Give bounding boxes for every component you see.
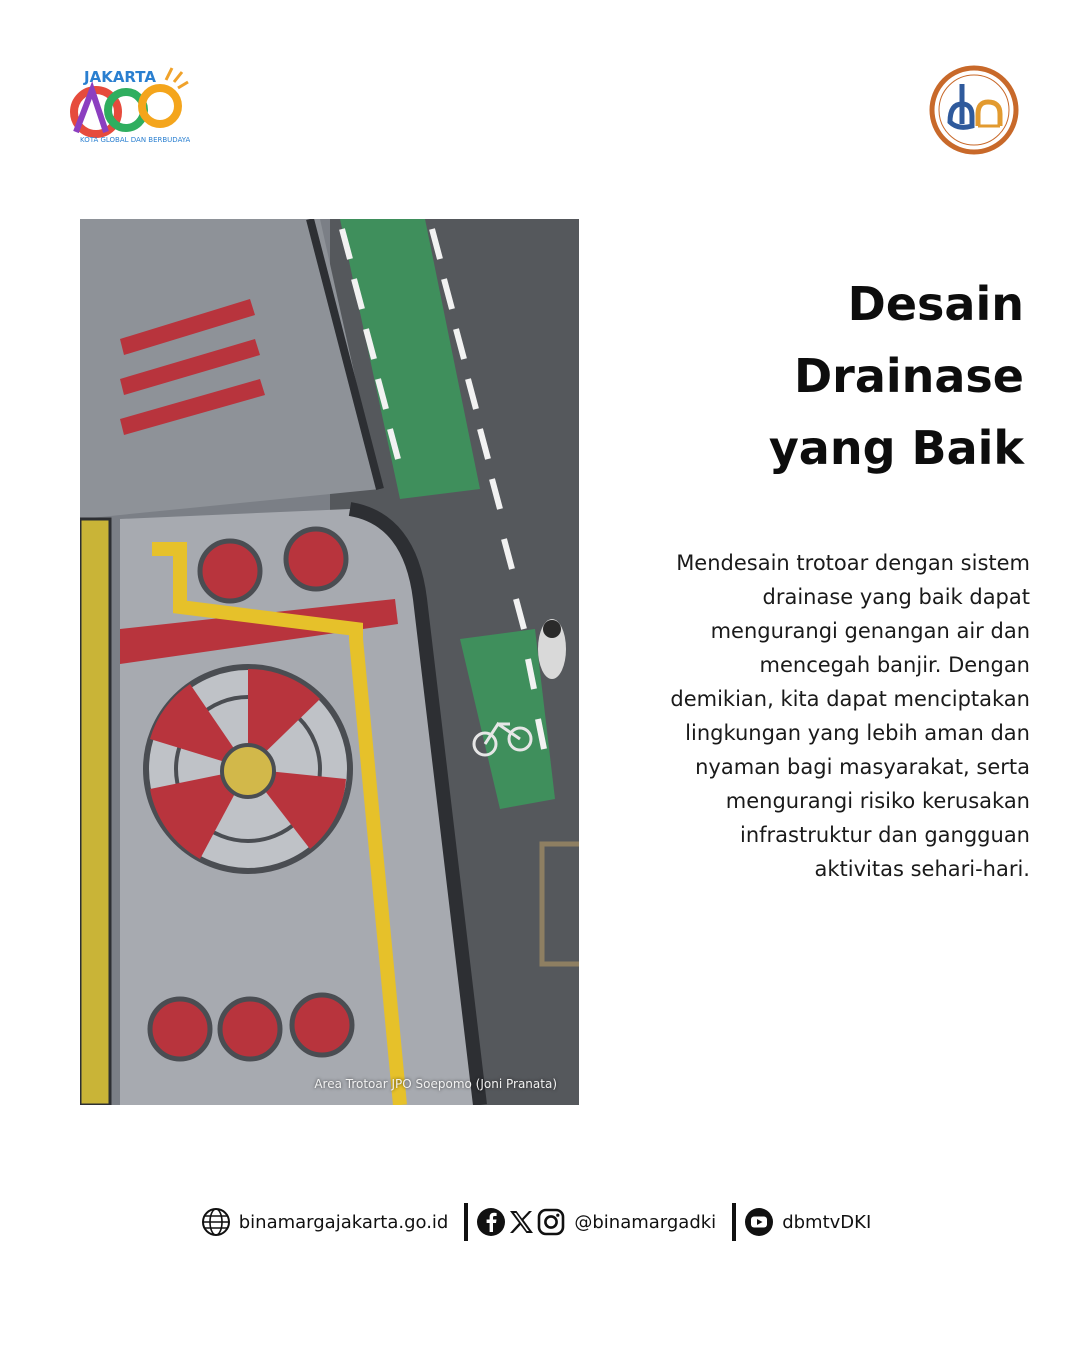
footer-divider bbox=[464, 1203, 468, 1241]
globe-icon bbox=[201, 1207, 231, 1237]
body-line: demikian, kita dapat menciptakan bbox=[670, 687, 1030, 711]
photo-caption: Area Trotoar JPO Soepomo (Joni Pranata) bbox=[314, 1077, 557, 1091]
jakarta-498-logo bbox=[66, 62, 190, 148]
social-links[interactable] bbox=[476, 1207, 724, 1237]
body-line: infrastruktur dan gangguan bbox=[739, 823, 1030, 847]
page-title bbox=[694, 268, 1024, 484]
body-line: Mendesain trotoar dengan sistem bbox=[676, 551, 1030, 575]
body-paragraph bbox=[640, 546, 1030, 886]
jakarta-logo-sub-text: KOTA GLOBAL DAN BERBUDAYA bbox=[80, 136, 190, 144]
youtube-link[interactable] bbox=[744, 1207, 879, 1237]
body-line: nyaman bagi masyarakat, serta bbox=[695, 755, 1030, 779]
jakarta-logo-top-text: JAKARTA bbox=[84, 68, 156, 86]
body-line: lingkungan yang lebih aman dan bbox=[685, 721, 1030, 745]
title-line-3: yang Baik bbox=[768, 421, 1024, 475]
footer-contact-bar bbox=[0, 1200, 1080, 1244]
body-line: mengurangi risiko kerusakan bbox=[725, 789, 1030, 813]
social-handle-text: @binamargadki bbox=[574, 1211, 717, 1233]
instagram-icon[interactable] bbox=[536, 1207, 566, 1237]
website-link[interactable] bbox=[201, 1207, 457, 1237]
website-text: binamargajakarta.go.id bbox=[238, 1211, 449, 1233]
dinas-bina-marga-logo bbox=[928, 64, 1020, 156]
title-line-1: Desain bbox=[847, 277, 1024, 331]
youtube-text: dbmtvDKI bbox=[782, 1211, 872, 1233]
youtube-icon bbox=[744, 1207, 774, 1237]
body-line: aktivitas sehari-hari. bbox=[814, 857, 1030, 881]
body-line: mengurangi genangan air dan bbox=[710, 619, 1030, 643]
x-icon[interactable] bbox=[506, 1207, 536, 1237]
title-line-2: Drainase bbox=[793, 349, 1024, 403]
facebook-icon[interactable] bbox=[476, 1207, 506, 1237]
footer-divider bbox=[732, 1203, 736, 1241]
body-line: drainase yang baik dapat bbox=[762, 585, 1030, 609]
sidewalk-aerial-photo bbox=[80, 219, 579, 1105]
body-line: mencegah banjir. Dengan bbox=[759, 653, 1030, 677]
